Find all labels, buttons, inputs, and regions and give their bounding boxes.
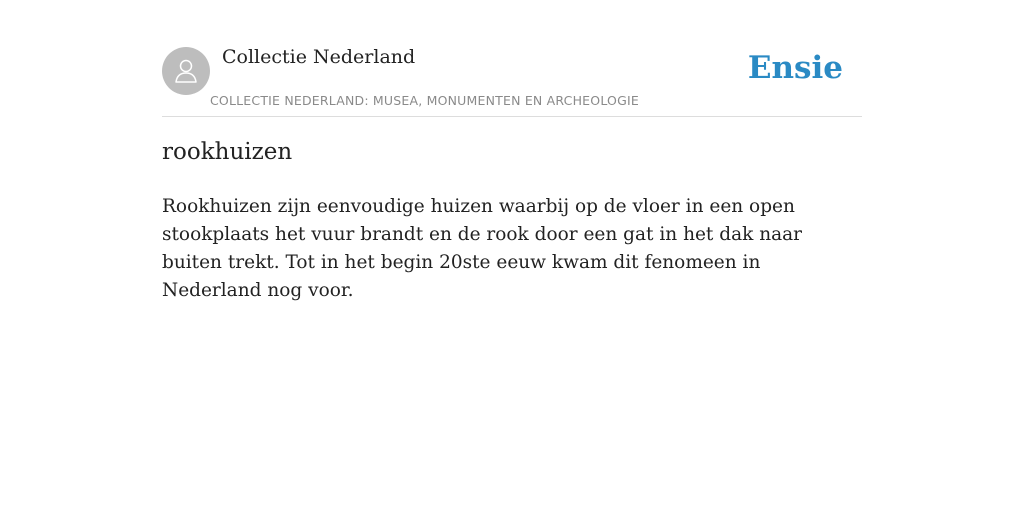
- header: [162, 40, 862, 117]
- author-name[interactable]: Collectie Nederland: [222, 46, 416, 68]
- author-subtitle: COLLECTIE NEDERLAND: MUSEA, MONUMENTEN EN ARCHEOLOGIE: [210, 93, 639, 108]
- article-title: rookhuizen: [162, 139, 293, 165]
- avatar[interactable]: [162, 47, 210, 95]
- article-body: Rookhuizen zijn eenvoudige huizen waarbij op de vloer in een open stookplaats het vuur brandt en de rook door een gat in het dak naar buiten trekt. Tot in het begin 20ste eeuw kwam dit fenomeen in Nederland nog voor.: [162, 196, 803, 301]
- ensie-logo[interactable]: Ensie: [747, 50, 843, 86]
- user-icon: [171, 56, 201, 86]
